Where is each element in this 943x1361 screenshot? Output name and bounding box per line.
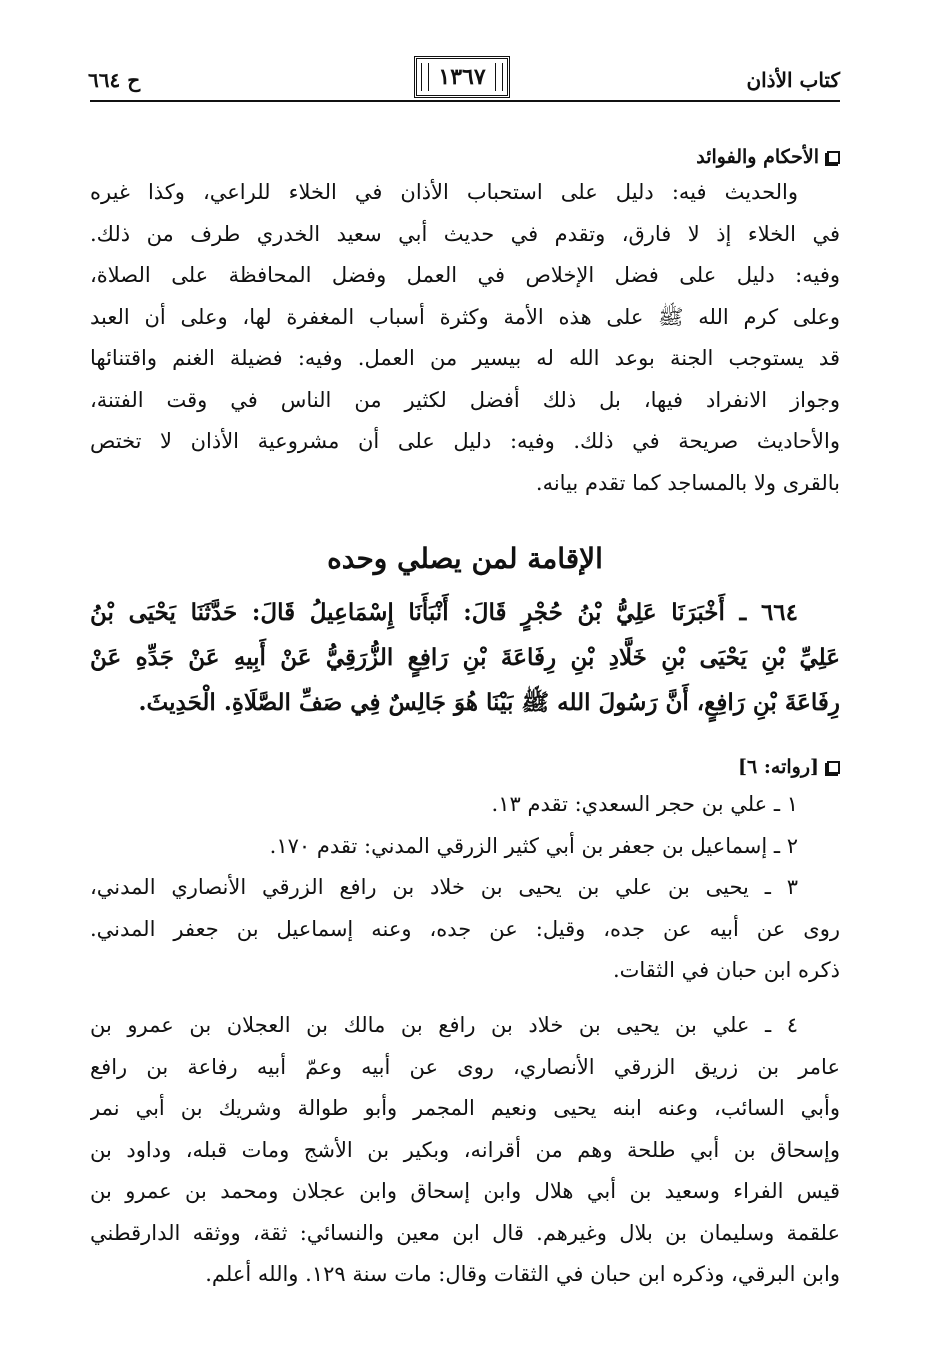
text-line: والحديث فيه: دليل على استحباب الأذان في الخلاء للراعي، وكذا غيره (90, 180, 798, 204)
narrators-heading-text: [رواته: ٦] (738, 756, 819, 778)
narrator-line: علقمة وسليمان بن بلال وغيرهم. قال ابن معين والنسائي: ثقة، ووثقه الدارقطني (90, 1220, 840, 1245)
running-header-hadith-ref: ح ٦٦٤ (88, 68, 141, 92)
text-line: في الخلاء إذ لا فارق، وتقدم في حديث أبي سعيد الخدري طرف من ذلك. (90, 221, 840, 246)
running-header-book-title: كتاب الأذان (746, 68, 840, 92)
narrator-line: ٣ ـ يحيى بن علي بن يحيى بن خلاد بن رافع الزرقي الأنصاري المدني، (90, 875, 798, 899)
narrator-line: ٤ ـ علي بن يحيى بن خلاد بن رافع بن مالك بن العجلان بن عمرو بن (90, 1013, 799, 1037)
narrator-line: وابن البرقي، وذكره ابن حبان في الثقات وقال: مات سنة ١٢٩. والله أعلم. (205, 1262, 840, 1286)
narrator-line: عامر بن زريق الزرقي الأنصاري، روى عن أبيه وعمّ أبيه رفاعة بن رافع (90, 1054, 840, 1079)
text-line: بالقرى ولا بالمساجد كما تقدم بيانه. (535, 470, 840, 495)
hadith-line: رِفَاعَةَ بْنِ رَافِعٍ، أَنَّ رَسُولَ الله ﷺ بَيْنَا هُوَ جَالِسٌ فِي صَفِّ الصَّلَاةِ. الْحَدِيثَ. (138, 689, 840, 716)
narrator-item: ٢ ـ إسماعيل بن جعفر بن أبي كثير الزرقي المدني: تقدم ١٧٠. (269, 833, 798, 858)
text-line: والأحاديث صريحة في ذلك. وفيه: دليل على أن مشروعية الأذان لا تختص (90, 429, 840, 453)
narrator-line: ذكره ابن حبان في الثقات. (612, 958, 840, 982)
narrator-line: وإسحاق بن أبي طلحة وهم من أقرانه، وبكير بن الأشج ومات قبله، وداود بن (90, 1137, 840, 1162)
square-bullet-icon (827, 151, 840, 164)
narrator-item: ١ ـ علي بن حجر السعدي: تقدم ١٣. (491, 792, 798, 816)
narrator-item-4 (90, 1005, 840, 1296)
page-number-frame (414, 56, 510, 98)
text-line: قد يستوجب الجنة بوعد الله له بيسير من العمل. وفيه: فضيلة الغنم واقتنائها (90, 346, 840, 370)
header-divider (90, 100, 840, 102)
page-number: ١٣٦٧ (438, 64, 486, 90)
narrator-line: روى عن أبيه عن جده، وقيل: عن جده، وعنه إسماعيل بن جعفر المدني. (90, 916, 840, 941)
narrators-heading (738, 756, 840, 778)
hadith-line: ٦٦٤ ـ أَخْبَرَنَا عَلِيُّ بْنُ حُجْرٍ قَالَ: أَنْبَأَنَا إِسْمَاعِيلُ قَالَ: حَدَّثَنَا يَحْيَى بْنُ (90, 599, 798, 626)
chapter-title: الإقامة لمن يصلي وحده (327, 542, 603, 575)
rulings-heading-text: الأحكام والفوائد (696, 146, 819, 168)
rulings-heading (696, 146, 840, 168)
narrators-list (90, 784, 840, 992)
hadith-line: عَلِيِّ بْنِ يَحْيَى بْنِ خَلَّادِ بْنِ رِفَاعَةَ بْنِ رَافِعٍ الزُّرَقِيُّ عَنْ أَبِيهِ عَنْ جَدِّهِ عَنْ (90, 644, 840, 671)
narrator-line: قيس الفراء وسعيد بن أبي هلال وابن إسحاق وابن عجلان ومحمد بن عمرو بن (90, 1179, 840, 1203)
text-line: وفيه: دليل على فضل الإخلاص في العمل وفضل المحافظة على الصلاة، (90, 263, 840, 287)
text-line: وجواز الانفراد فيها، بل ذلك أفضل لكثير من الناس في وقت الفتنة، (90, 387, 840, 412)
text-line: وعلى كرم الله ﷺ على هذه الأمة وكثرة أسباب المغفرة لها، وعلى أن العبد (90, 304, 840, 329)
narrator-line: وأبي السائب، وعنه ابنه يحيى ونعيم المجمر وأبو طوالة وشريك بن أبي نمر (90, 1096, 840, 1120)
square-bullet-icon (827, 761, 840, 774)
hadith-text (90, 590, 840, 725)
rulings-paragraph (90, 172, 840, 504)
